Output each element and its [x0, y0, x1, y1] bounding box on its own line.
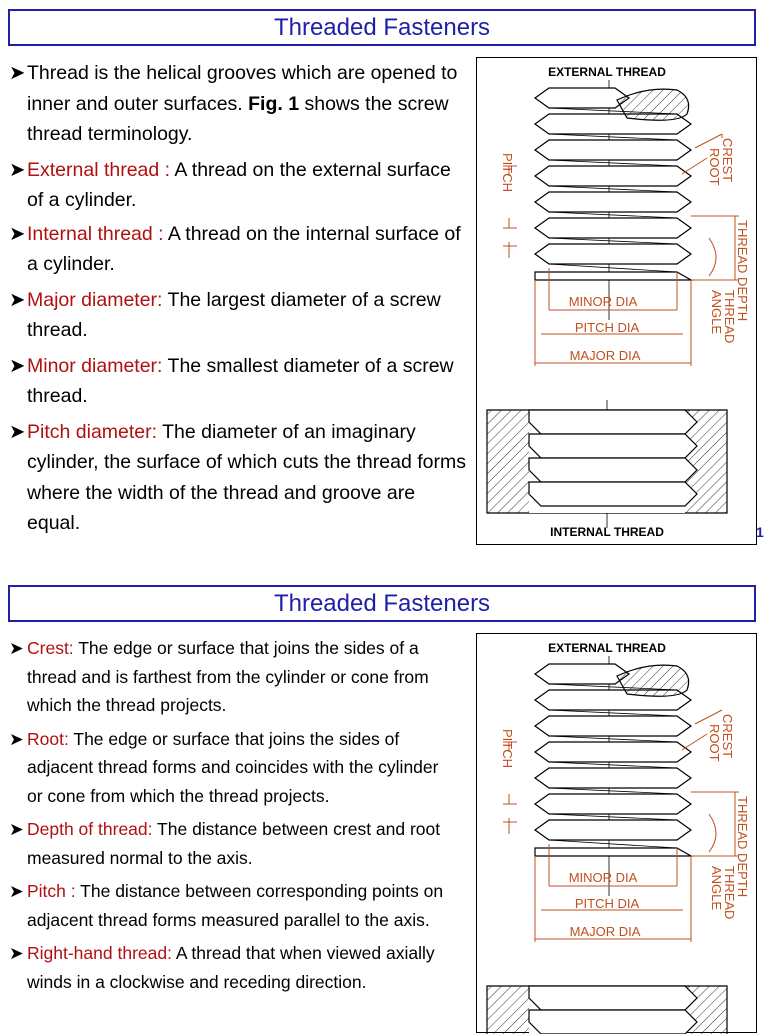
slide-title-box: [8, 585, 756, 622]
arrow-bullet-icon: ➤: [9, 638, 24, 658]
pitch-label: PITCH: [500, 729, 515, 768]
crest-label: CREST: [720, 714, 735, 759]
internal-thread-nut: [487, 986, 727, 1034]
minor-dia-label: MINOR DIA: [568, 870, 638, 885]
page-number: 1: [756, 524, 764, 540]
thread-angle-label-1: THREAD: [722, 290, 737, 344]
list-item: [9, 155, 464, 216]
arrow-bullet-icon: ➤: [9, 222, 26, 245]
slide-title: Threaded Fasteners: [273, 14, 491, 41]
term: Major diameter:: [27, 288, 163, 311]
section-cutaway: [617, 89, 689, 120]
term: Right-hand thread:: [27, 943, 172, 963]
thread-terminology-figure: [476, 57, 757, 545]
thread-angle-label-1: THREAD: [722, 866, 737, 920]
major-dia-label: MAJOR DIA: [569, 348, 641, 363]
term: Pitch diameter:: [27, 420, 158, 443]
thread-angle-label-2: ANGLE: [709, 290, 724, 335]
bullet-list: [9, 58, 464, 539]
thread-figure-svg: [477, 58, 758, 546]
list-item: [9, 634, 457, 720]
external-thread-label: EXTERNAL THREAD: [548, 65, 666, 79]
slide-2: [0, 576, 768, 1024]
pitch-dia-label: PITCH DIA: [574, 320, 640, 335]
definition: The smallest diameter of a screw thread.: [27, 354, 454, 407]
definition: The edge or surface that joins the sides of a thread and is farthest from the cylinder or cone from which the thread projects.: [27, 638, 429, 715]
root-label: ROOT: [707, 148, 722, 186]
arrow-bullet-icon: ➤: [9, 354, 26, 377]
crest-label: CREST: [720, 138, 735, 183]
slide-title: Threaded Fasteners: [273, 590, 491, 617]
internal-thread-nut: [487, 410, 727, 513]
arrow-bullet-icon: ➤: [9, 62, 26, 84]
term: Crest:: [27, 638, 74, 658]
definition: The distance between crest and root measured normal to the axis.: [27, 819, 441, 868]
term: Minor diameter:: [27, 354, 163, 377]
term: Depth of thread:: [27, 819, 153, 839]
section-cutaway: [617, 665, 689, 696]
list-item: [9, 285, 464, 346]
bullet-list: [9, 634, 464, 996]
arrow-bullet-icon: ➤: [9, 728, 24, 749]
arrow-bullet-icon: ➤: [9, 819, 24, 839]
term: Pitch :: [27, 881, 76, 901]
definition: A thread on the external surface of a cylinder.: [27, 158, 451, 211]
arrow-bullet-icon: ➤: [9, 158, 26, 181]
list-item: [9, 939, 464, 996]
thread-figure-svg: [477, 634, 758, 1034]
thread-terminology-figure: [476, 633, 757, 1033]
definition: A thread that when viewed axially winds in a clockwise and receding direction.: [27, 943, 435, 992]
arrow-bullet-icon: ➤: [9, 420, 26, 443]
definition: The distance between corresponding points on adjacent thread forms measured parallel to the axis.: [27, 881, 444, 930]
term: External thread :: [27, 158, 171, 181]
list-item: [9, 725, 457, 811]
arrow-bullet-icon: ➤: [9, 881, 24, 901]
root-label: ROOT: [707, 724, 722, 762]
list-item: [9, 219, 464, 280]
term: Internal thread :: [27, 222, 164, 245]
minor-dia-label: MINOR DIA: [568, 294, 638, 309]
pitch-label: PITCH: [500, 153, 515, 192]
arrow-bullet-icon: ➤: [9, 943, 24, 963]
definition: The largest diameter of a screw thread.: [27, 288, 441, 341]
pitch-dia-label: PITCH DIA: [574, 896, 640, 911]
list-item: ➤ Thread is the helical grooves which are opened to inner and outer surfaces. Fig. 1 shows the screw thread terminology.: [9, 58, 464, 150]
thread-depth-label: THREAD DEPTH: [735, 796, 750, 898]
term: Root:: [27, 728, 69, 749]
definition: The edge or surface that joins the sides of adjacent thread forms and coincides with the cylinder or cone from which the thread projects.: [27, 728, 439, 806]
internal-thread-label: INTERNAL THREAD: [550, 525, 664, 539]
list-item: [9, 351, 464, 412]
list-item: [9, 417, 467, 539]
definition: The diameter of an imaginary cylinder, the surface of which cuts the thread forms where the width of the thread and groove are equal.: [27, 420, 466, 534]
major-dia-label: MAJOR DIA: [569, 924, 641, 939]
external-thread-label: EXTERNAL THREAD: [548, 641, 666, 655]
definition: A thread on the internal surface of a cylinder.: [27, 222, 461, 275]
slide-title-box: [8, 9, 756, 46]
thread-depth-label: THREAD DEPTH: [735, 220, 750, 322]
arrow-bullet-icon: ➤: [9, 288, 26, 311]
list-item: [9, 877, 464, 934]
thread-angle-label-2: ANGLE: [709, 866, 724, 911]
list-item: [9, 815, 457, 872]
